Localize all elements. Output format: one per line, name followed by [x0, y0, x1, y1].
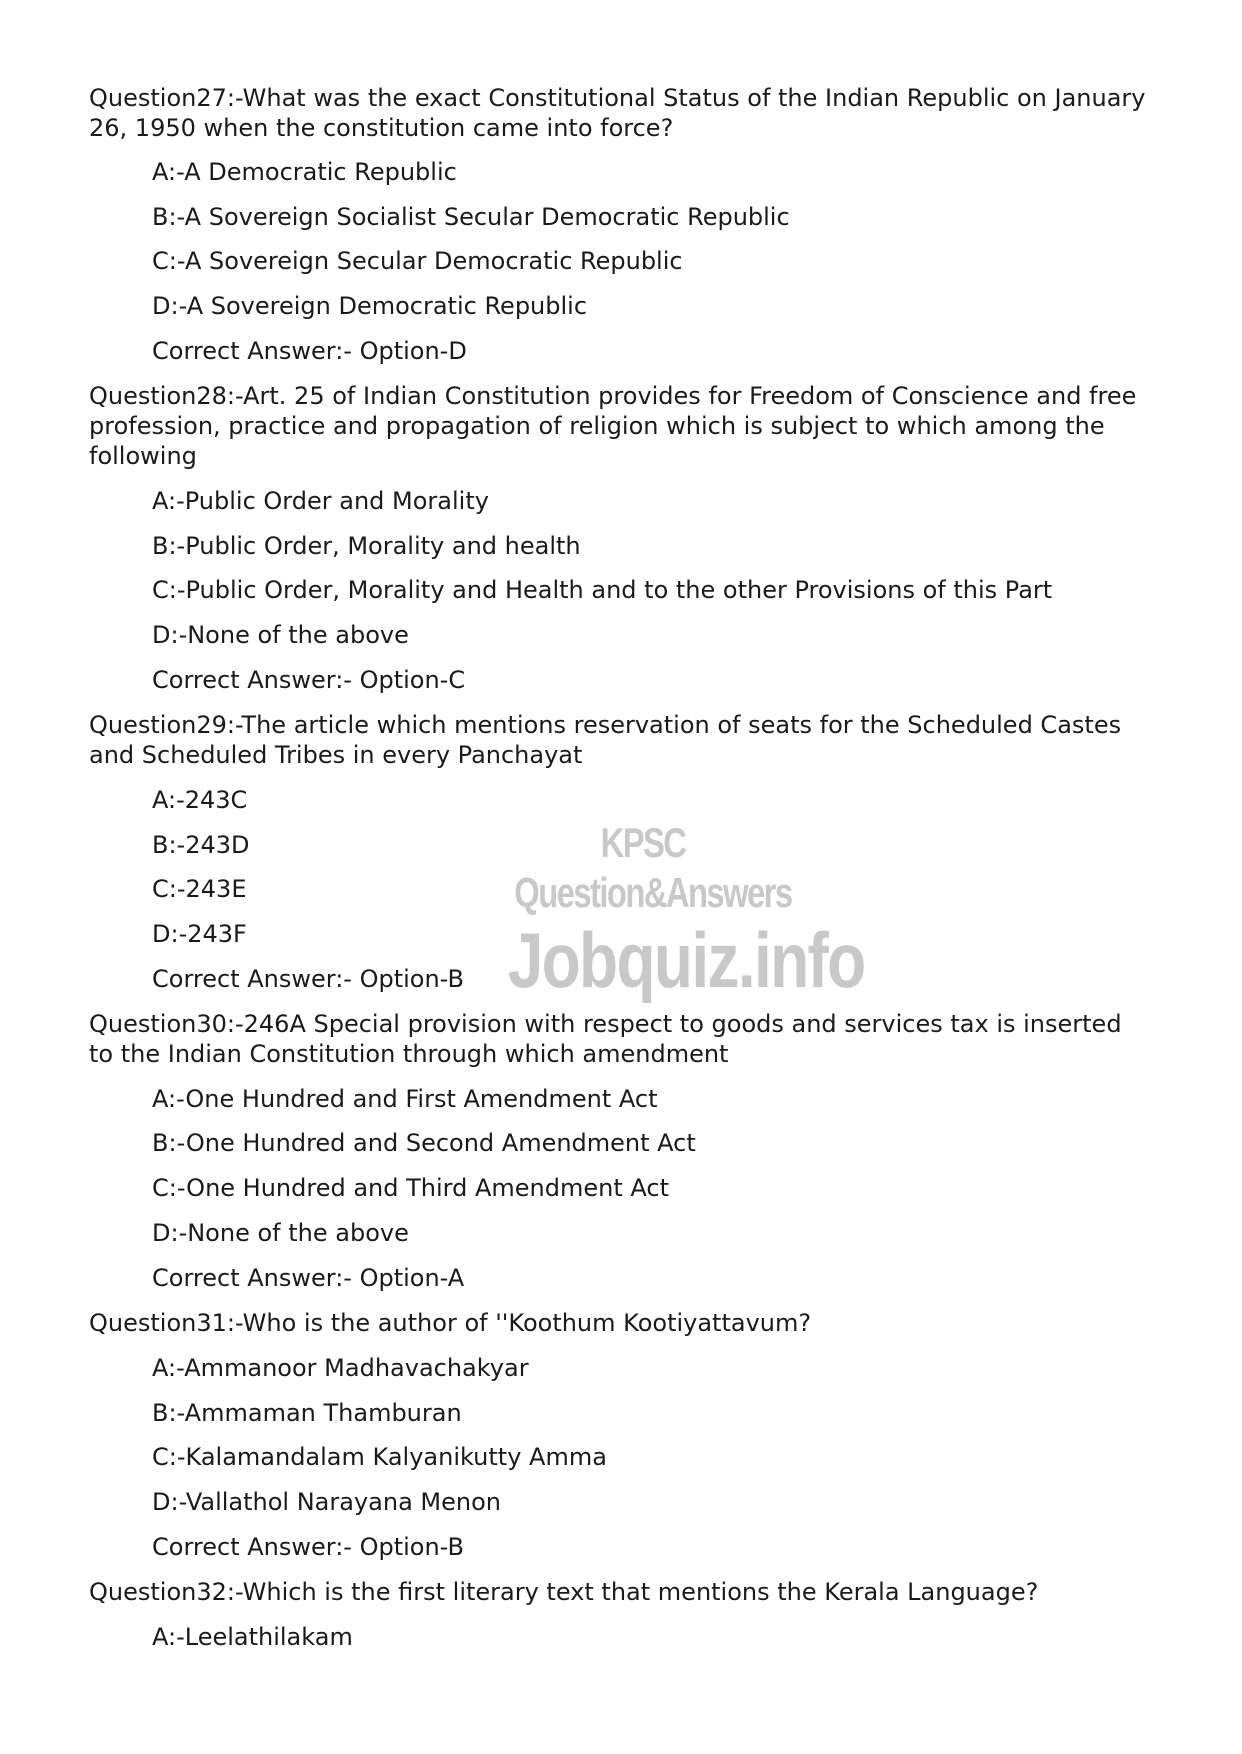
option-c: C:-Kalamandalam Kalyanikutty Amma — [152, 1443, 607, 1471]
option-c: C:-One Hundred and Third Amendment Act — [152, 1174, 669, 1202]
option-b: B:-243D — [152, 831, 250, 859]
question-text: Question32:-Which is the first literary text that mentions the Kerala Language? — [89, 1578, 1039, 1606]
option-a: A:-243C — [152, 786, 248, 814]
option-d: D:-None of the above — [152, 1219, 409, 1247]
option-a: A:-Public Order and Morality — [152, 487, 489, 515]
option-c: C:-Public Order, Morality and Health and to the other Provisions of this Part — [152, 576, 1053, 604]
correct-answer: Correct Answer:- Option-B — [152, 965, 464, 993]
question-text: Question30:-246A Special provision with respect to goods and services tax is inserted to the Indian Constitution through which amendment — [89, 1010, 1122, 1068]
correct-answer: Correct Answer:- Option-C — [152, 666, 466, 694]
option-b: B:-A Sovereign Socialist Secular Democratic Republic — [152, 203, 790, 231]
question-text: Question28:-Art. 25 of Indian Constitution provides for Freedom of Conscience and free profession, practice and propagation of religion which is subject to which among the following — [89, 382, 1137, 470]
option-a: A:-Leelathilakam — [152, 1623, 353, 1651]
option-c: C:-243E — [152, 875, 247, 903]
option-a: A:-One Hundred and First Amendment Act — [152, 1085, 658, 1113]
option-b: B:-Ammaman Thamburan — [152, 1399, 462, 1427]
question-30 — [89, 1009, 1149, 1069]
question-28 — [89, 381, 1149, 471]
option-d: D:-None of the above — [152, 621, 409, 649]
question-text: Question29:-The article which mentions reservation of seats for the Scheduled Castes and Scheduled Tribes in every Panchayat — [89, 711, 1122, 769]
question-text: Question31:-Who is the author of ''Koothum Kootiyattavum? — [89, 1309, 812, 1337]
option-a: A:-A Democratic Republic — [152, 158, 457, 186]
watermark — [478, 818, 865, 1004]
watermark-line1: KPSC Question&Answers — [514, 819, 792, 916]
option-d: D:-243F — [152, 920, 247, 948]
correct-answer: Correct Answer:- Option-A — [152, 1264, 465, 1292]
option-b: B:-One Hundred and Second Amendment Act — [152, 1129, 696, 1157]
question-27 — [89, 83, 1149, 143]
question-text: Question27:-What was the exact Constitutional Status of the Indian Republic on January 26, 1950 when the constitution came into force? — [89, 84, 1146, 142]
option-d: D:-Vallathol Narayana Menon — [152, 1488, 501, 1516]
question-29 — [89, 710, 1149, 770]
watermark-line2: Jobquiz.info — [507, 916, 865, 1004]
correct-answer: Correct Answer:- Option-B — [152, 1533, 464, 1561]
question-32 — [89, 1577, 1149, 1607]
correct-answer: Correct Answer:- Option-D — [152, 337, 467, 365]
option-d: D:-A Sovereign Democratic Republic — [152, 292, 588, 320]
option-c: C:-A Sovereign Secular Democratic Republic — [152, 247, 683, 275]
option-b: B:-Public Order, Morality and health — [152, 532, 581, 560]
option-a: A:-Ammanoor Madhavachakyar — [152, 1354, 529, 1382]
question-31 — [89, 1308, 1149, 1338]
